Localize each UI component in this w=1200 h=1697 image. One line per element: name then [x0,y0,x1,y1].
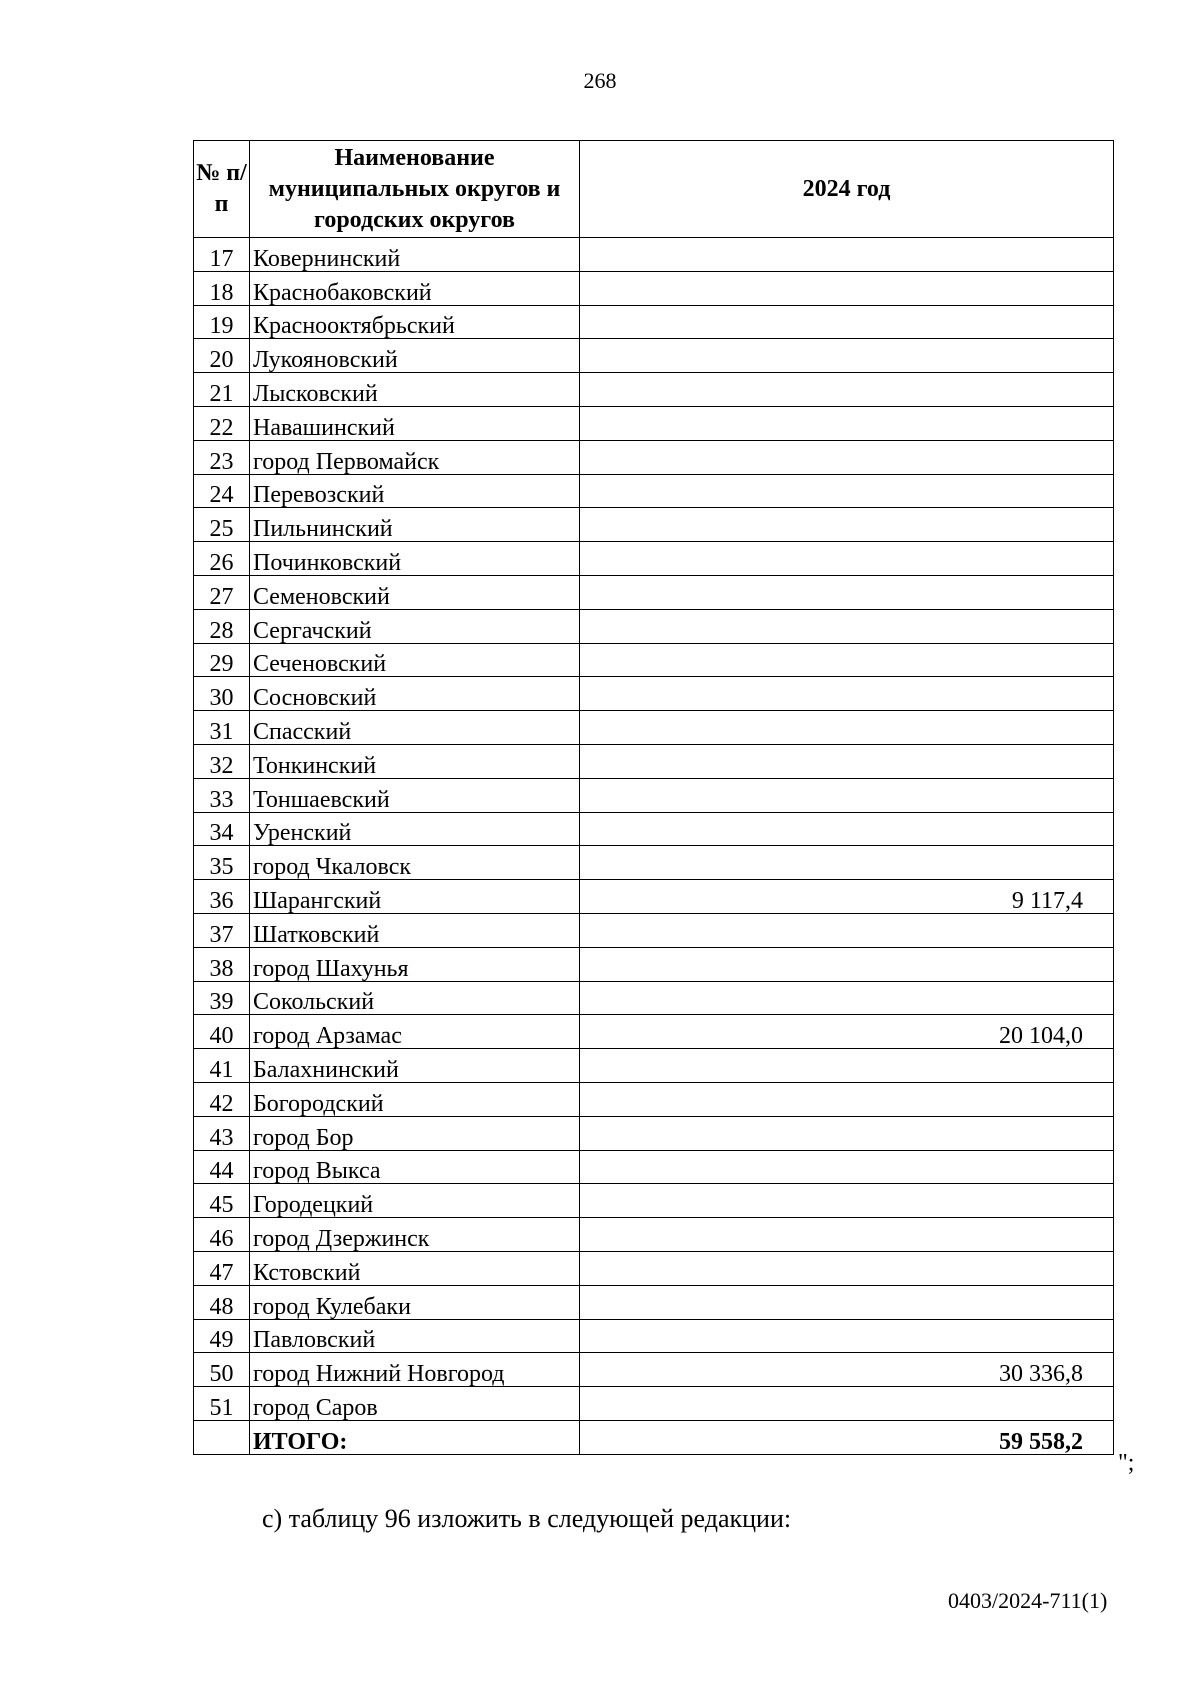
header-year: 2024 год [580,141,1114,238]
table-body [194,238,1114,1421]
row-value [580,1387,1114,1421]
row-name: Шатковский [250,913,580,947]
row-value [580,1082,1114,1116]
row-number: 21 [194,373,250,407]
row-number: 39 [194,981,250,1015]
row-name: Тонкинский [250,744,580,778]
table-row [194,1015,1114,1049]
table-row [194,1285,1114,1319]
row-number: 48 [194,1285,250,1319]
row-number: 27 [194,575,250,609]
allocation-table [193,140,1114,1455]
row-name: город Первомайск [250,440,580,474]
table-row [194,575,1114,609]
row-name: Спасский [250,711,580,745]
table-row [194,846,1114,880]
row-number: 23 [194,440,250,474]
row-value [580,440,1114,474]
row-number: 31 [194,711,250,745]
row-value [580,238,1114,272]
table-header-row [194,141,1114,238]
table-row [194,913,1114,947]
total-value: 59 558,2 [580,1420,1114,1454]
row-value [580,406,1114,440]
table-row [194,947,1114,981]
table-row [194,542,1114,576]
row-name: Навашинский [250,406,580,440]
instruction-text: с) таблицу 96 изложить в следующей редакции: [262,1504,792,1533]
row-value: 20 104,0 [580,1015,1114,1049]
row-name: город Дзержинск [250,1218,580,1252]
row-name: Починковский [250,542,580,576]
document-code: 0403/2024-711(1) [948,1588,1108,1613]
page-number: 268 [583,68,617,93]
row-value [580,1150,1114,1184]
row-number: 45 [194,1184,250,1218]
table-row [194,812,1114,846]
header-number: № п/п [194,141,250,238]
row-number: 24 [194,474,250,508]
row-name: Перевозский [250,474,580,508]
row-value [580,947,1114,981]
row-name: Семеновский [250,575,580,609]
row-name: Уренский [250,812,580,846]
total-number-cell [194,1420,250,1454]
row-value [580,508,1114,542]
row-name: город Чкаловск [250,846,580,880]
row-name: Сосновский [250,677,580,711]
row-value [580,542,1114,576]
row-number: 41 [194,1049,250,1083]
table-row [194,677,1114,711]
table-row [194,440,1114,474]
table-row [194,981,1114,1015]
row-value [580,609,1114,643]
row-value [580,575,1114,609]
table-row [194,238,1114,272]
row-number: 28 [194,609,250,643]
row-name: Сергачский [250,609,580,643]
row-name: город Выкса [250,1150,580,1184]
row-name: Павловский [250,1319,580,1353]
row-value [580,643,1114,677]
table-row [194,880,1114,914]
row-name: город Шахунья [250,947,580,981]
row-name: Краснобаковский [250,271,580,305]
table-row [194,508,1114,542]
table-row [194,1184,1114,1218]
table-row [194,1049,1114,1083]
row-number: 42 [194,1082,250,1116]
row-number: 49 [194,1319,250,1353]
row-number: 34 [194,812,250,846]
table-row [194,1116,1114,1150]
row-number: 36 [194,880,250,914]
table-row [194,643,1114,677]
row-number: 29 [194,643,250,677]
row-value [580,1116,1114,1150]
row-name: Шарангский [250,880,580,914]
total-row [194,1420,1114,1454]
table-row [194,1353,1114,1387]
table-row [194,609,1114,643]
row-value [580,913,1114,947]
row-number: 17 [194,238,250,272]
row-value [580,339,1114,373]
row-name: город Бор [250,1116,580,1150]
row-value [580,1251,1114,1285]
row-number: 46 [194,1218,250,1252]
row-number: 25 [194,508,250,542]
row-name: город Саров [250,1387,580,1421]
row-name: Пильнинский [250,508,580,542]
table-row [194,744,1114,778]
row-name: Ковернинский [250,238,580,272]
table-row [194,339,1114,373]
row-value [580,1184,1114,1218]
row-name: город Арзамас [250,1015,580,1049]
table-row [194,1082,1114,1116]
row-name: Лукояновский [250,339,580,373]
row-name: Сеченовский [250,643,580,677]
row-number: 38 [194,947,250,981]
row-value [580,846,1114,880]
row-name: город Нижний Новгород [250,1353,580,1387]
row-name: город Кулебаки [250,1285,580,1319]
total-label: ИТОГО: [250,1420,580,1454]
table-row [194,1150,1114,1184]
row-value [580,744,1114,778]
row-value [580,981,1114,1015]
row-value [580,711,1114,745]
row-value [580,474,1114,508]
row-value [580,1049,1114,1083]
row-value [580,1218,1114,1252]
row-value [580,1285,1114,1319]
row-number: 51 [194,1387,250,1421]
row-name: Богородский [250,1082,580,1116]
row-number: 37 [194,913,250,947]
table-row [194,1319,1114,1353]
row-number: 50 [194,1353,250,1387]
row-name: Краснооктябрьский [250,305,580,339]
table-row [194,1218,1114,1252]
row-name: Городецкий [250,1184,580,1218]
table-row [194,778,1114,812]
row-value [580,1319,1114,1353]
row-number: 40 [194,1015,250,1049]
table-row [194,271,1114,305]
row-name: Кстовский [250,1251,580,1285]
table-row [194,474,1114,508]
table-row [194,305,1114,339]
row-value [580,305,1114,339]
table-row [194,1251,1114,1285]
row-value [580,812,1114,846]
row-number: 22 [194,406,250,440]
row-value: 9 117,4 [580,880,1114,914]
table-row [194,1387,1114,1421]
row-number: 26 [194,542,250,576]
row-number: 35 [194,846,250,880]
row-number: 32 [194,744,250,778]
row-number: 18 [194,271,250,305]
row-number: 43 [194,1116,250,1150]
row-value: 30 336,8 [580,1353,1114,1387]
row-number: 20 [194,339,250,373]
row-number: 47 [194,1251,250,1285]
row-number: 33 [194,778,250,812]
closing-quote: "; [1118,1450,1135,1476]
row-name: Балахнинский [250,1049,580,1083]
row-number: 30 [194,677,250,711]
row-value [580,677,1114,711]
row-value [580,373,1114,407]
row-name: Сокольский [250,981,580,1015]
table-row [194,406,1114,440]
row-number: 44 [194,1150,250,1184]
table-row [194,711,1114,745]
row-name: Лысковский [250,373,580,407]
header-name: Наименование муниципальных округов и городских округов [250,141,580,238]
table-row [194,373,1114,407]
row-number: 19 [194,305,250,339]
row-value [580,271,1114,305]
row-value [580,778,1114,812]
row-name: Тоншаевский [250,778,580,812]
